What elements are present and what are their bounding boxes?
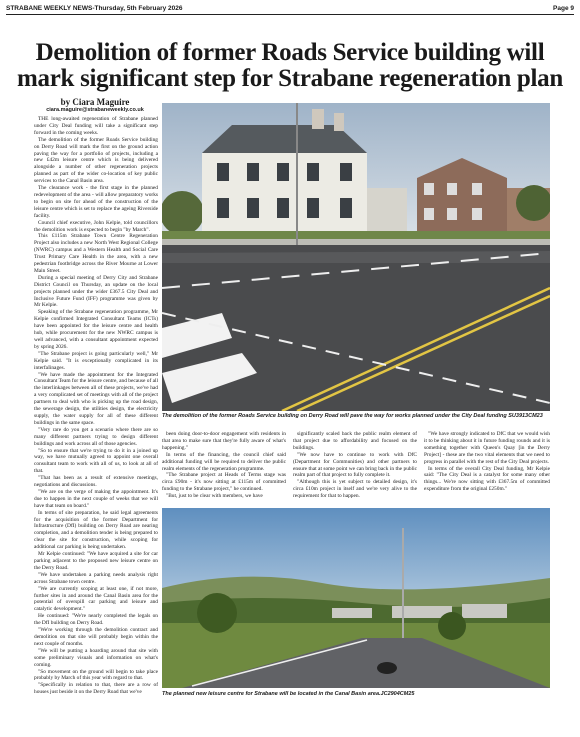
- page-number: Page 9: [553, 4, 574, 12]
- col3-paragraph: "We now have to continue to work with DfC (Department for Communities) and other partners to ensure that at some point we can bring back in the public realm part of that project to fully complete it.: [293, 451, 417, 479]
- col1-paragraph: THE long-awaited regeneration of Strabane planned under City Deal funding will take a significant step forward in the coming weeks.: [34, 116, 158, 136]
- column-4-paragraphs: [424, 431, 550, 493]
- col2-paragraph: been doing door-to-door engagement with residents in that area to make sure that they're fully aware of what's happening.": [162, 431, 286, 451]
- col1-paragraph: During a special meeting of Derry City and Strabane District Council on Thursday, an update on the local projects planned under the wider £367.5 City Deal and Inclusive Future Fund (IFF) programme was given by Mr Kelpie.: [34, 274, 158, 309]
- col1-paragraph: "That has been as a result of extensive meetings, negotiations and discussions.: [34, 475, 158, 489]
- col1-paragraph: "So to ensure that we're trying to do it in a joined up way, we have mutually agreed to appoint one overall consultant team to work with all of us, to look at all of that.: [34, 447, 158, 475]
- col1-paragraph: "We have made the appointment for the Integrated Consultant Team for the leisure centre, and because of all the interlinkages between all of these projects, we've had a very complicated set of meetings with all of the project partners to deal with who is picking up the road design, the sewerage design, the utilities design, the electricity supply, the water supply for all of these different buildings in the same space.: [34, 371, 158, 426]
- col1-paragraph: Council chief executive, John Kelpie, told councillors the demolition work is expected to begin "by March".: [34, 219, 158, 233]
- canal-basin-image: [162, 508, 550, 688]
- photo-caption-1: The demolition of the former Roads Service building on Derry Road will pave the way for works planned under the City Deal funding SU3913CM23: [162, 413, 543, 419]
- col1-paragraph: In terms of site preparation, he said legal agreements for the acquisition of the former Department for Infrastructure (DfI) building on Derry Road are nearing completion, and a demolition tender is being prepared to clear the site for construction, while scoping for additional car parking is being undertaken.: [34, 509, 158, 551]
- col1-paragraph: "We're working through the demolition contract and demolition on that site will probably begin within the next couple of months.: [34, 627, 158, 647]
- byline: [40, 97, 150, 113]
- article-column-1: [34, 116, 158, 734]
- canal-basin-photo: [162, 508, 550, 688]
- col2-paragraph: "The Strabane project at Heads of Terms stage was circa £90m - it's now sitting at £115m of committed funding to the Strabane project," he continued.: [162, 472, 286, 493]
- column-3-paragraphs: [293, 431, 417, 500]
- article-column-2: [162, 431, 286, 503]
- article-column-4: [424, 431, 550, 503]
- byline-email: ciara.maguire@strabaneweekly.co.uk: [46, 107, 144, 113]
- col1-paragraph: "Very rare do you get a scenario where there are so many different partners trying to design different buildings and work across all of those agencies.: [34, 426, 158, 447]
- photo-caption-2: The planned new leisure centre for Strabane will be located in the Canal Basin area.JC2904CM25: [162, 691, 415, 697]
- col1-paragraph: "We are on the verge of making the appointment. It's due to happen in the next couple of weeks that we will have that team on board.": [34, 488, 158, 509]
- col1-paragraph: "The Strabane project is going particularly well," Mr Kelpie said. "It is exceptionally complicated in its interfaIinages.: [34, 350, 158, 371]
- col1-paragraph: He continued: "We're nearly completed the legals on the DfI building on Derry Road.: [34, 613, 158, 627]
- col1-paragraph: "Specifically in relation to that, there are a row of houses just beside it on the Derry Road that we've: [34, 682, 158, 696]
- byline-author: by Ciara Maguire: [60, 97, 130, 107]
- col4-paragraph: "We have strongly indicated to DfC that we would wish it to be thinking about it in future funding rounds and it is something together with Queen's Quay [in the Derry Project] - these are the two vital elements that we need to progress in parallel with the rest of the City Deal projects.: [424, 431, 550, 465]
- col1-paragraph: This £115m Strabane Town Centre Regeneration Project also includes a new North West Regional College (NWRC) campus and a Western Health and Social Care Trust Primary Care Health in the area, with a new pedestrian footbridge across the River Mourne at Lower Main Street.: [34, 233, 158, 274]
- col3-paragraph: "Although this is yet subject to detailed design, it's circa £10m project in itself and we're very alive to the requirement for that to happen.: [293, 479, 417, 500]
- col1-paragraph: Mr Kelpie continued: "We have acquired a site for car parking adjacent to the proposed new leisure centre on the Derry Road.: [34, 551, 158, 571]
- col4-paragraph: In terms of the overall City Deal funding, Mr Kelpie said: "The City Deal is a catalyst for some many other things... We're now sitting with £367.5m of committed expenditure from the original £250m.": [424, 465, 550, 493]
- col3-paragraph: significantly scaled back the public realm element of that project due to affordability and focused on the buildings.: [293, 431, 417, 451]
- roads-service-building-photo: [162, 103, 550, 411]
- headline: Demolition of former Roads Service building will mark significant step for Strabane regeneration plan: [17, 39, 563, 92]
- top-rule: [6, 14, 574, 15]
- col2-paragraph: In terms of the financing, the council chief said additional funding will be required to deliver the public realm elements of the regeneration programme.: [162, 451, 286, 472]
- column-2-paragraphs: [162, 431, 286, 500]
- col1-paragraph: The clearance work - the first stage in the planned redevelopment of the area - will allow preparatory works to begin on site for ahead of the construction of the leisure centre which is set to replace the ageing Riverside facility.: [34, 185, 158, 219]
- column-1-paragraphs: [34, 116, 158, 696]
- article-column-3: [293, 431, 417, 503]
- col1-paragraph: "So movement on the ground will begin to take place probably by March of this year with regard to that.: [34, 668, 158, 682]
- building-image: [162, 103, 550, 411]
- col1-paragraph: The demolition of the former Roads Service building on Derry Road will mark the first on the ground action paving the way for a portfolio of projects, including a new £42m leisure centre which is being delivered alongside a number of other regeneration projects planned as part of the wider co-location of key public services to the Canal Basin area.: [34, 136, 158, 185]
- masthead-publication: STRABANE WEEKLY NEWS-Thursday, 5th February 2026: [6, 4, 183, 12]
- col1-paragraph: "We will be putting a hoarding around that site with some preliminary visuals and information on what's coming.: [34, 647, 158, 668]
- col1-paragraph: "We have undertaken a parking needs analysis right across Strabane town centre.: [34, 571, 158, 585]
- col2-paragraph: "But, just to be clear with members, we have: [166, 493, 263, 500]
- col1-paragraph: "We are currently scoping at least one, if not more, further sites in and around the Canal Basin area for the potential of overspill car parking and leisure and catalytic development.": [34, 585, 158, 613]
- col1-paragraph: Speaking of the Strabane regeneration programme, Mr Kelpie confirmed Integrated Consultant Teams (ICTs) have been appointed for the leisure centre and health hub, while procurement for the new NWRC campus is well advanced, with a consultant appointment expected by spring 2026.: [34, 309, 158, 350]
- masthead: [6, 3, 574, 13]
